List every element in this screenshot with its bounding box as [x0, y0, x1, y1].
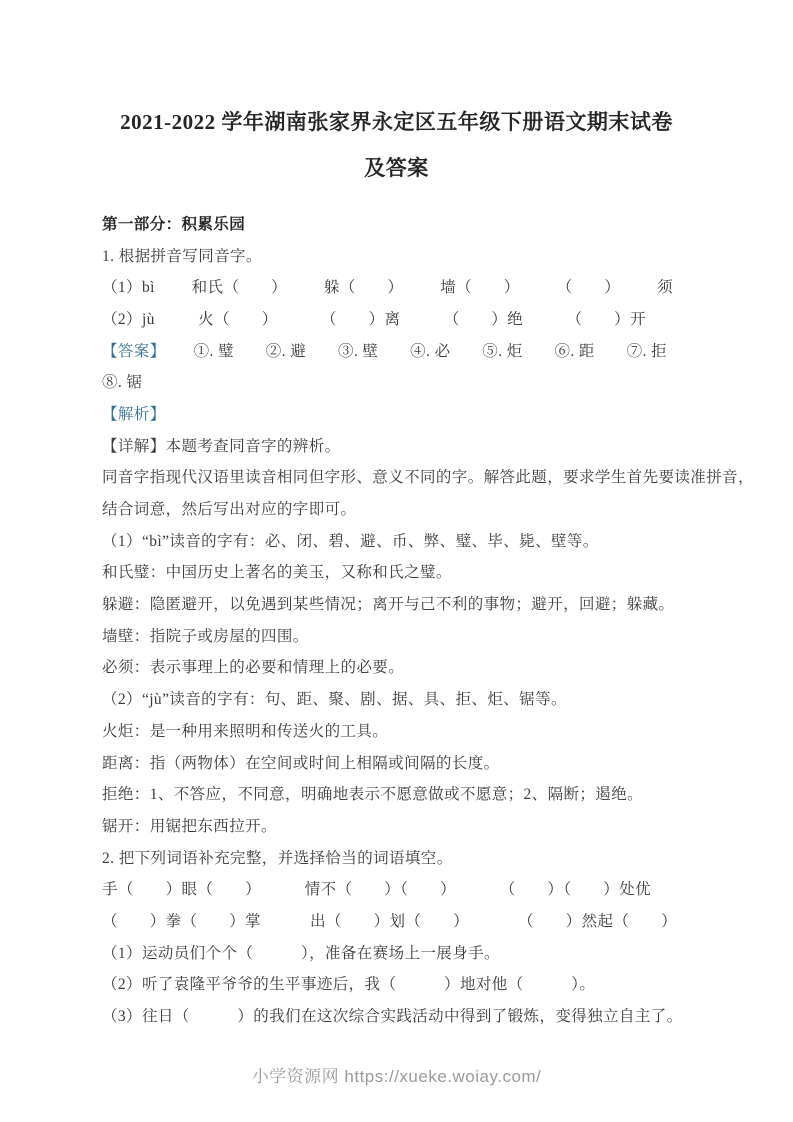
explanation-line: （1）“bì”读音的字有：必、闭、碧、避、币、弊、璧、毕、毙、壁等。: [102, 532, 599, 550]
q1-row1-blank: 和氏（ ）: [191, 279, 288, 297]
q1-row2-blank: （ ）绝: [443, 310, 524, 328]
document-body: [102, 207, 754, 1031]
q2-row1-group: 手（ ）眼（ ）: [102, 881, 262, 899]
analysis-label: 【解析】: [102, 405, 166, 423]
explanation-line: 距离：指（两物体）在空间或时间上相隔或间隔的长度。: [102, 754, 500, 772]
q2-fill-row-1: [102, 872, 691, 904]
site-watermark: [0, 1062, 793, 1087]
q2-row2-group: 出（ ）划（ ）: [309, 912, 469, 930]
answer-item: ①. 璧: [193, 342, 234, 360]
explanation-line: 墙壁：指院子或房屋的四围。: [102, 627, 309, 645]
q1-row1-pinyin: （1）bì: [102, 279, 155, 297]
q2-row2-group: （ ）然起（ ）: [517, 912, 677, 930]
q2-fill-row-2: [102, 904, 691, 936]
section-heading: 第一部分：积累乐园: [102, 215, 246, 233]
answer-item: ⑦. 拒: [626, 342, 667, 360]
title-line-2: 及答案: [364, 156, 429, 180]
q2-sub-question: （3）往日（ ）的我们在这次综合实践活动中得到了锻炼，变得独立自主了。: [102, 1008, 683, 1026]
title-line-1: 2021-2022 学年湖南张家界永定区五年级下册语文期末试卷: [120, 110, 673, 134]
q1-row2-blank: （ ）开: [566, 310, 646, 328]
q2-row1-group: 情不（ ）（ ）: [304, 881, 456, 899]
analysis-row: [102, 397, 691, 429]
answer-items: [194, 339, 691, 361]
explanation-line: 火炬：是一种用来照明和传送火的工具。: [102, 722, 389, 740]
q1-row1-blank: （ ）: [556, 279, 621, 297]
q2-sub-question: （1）运动员们个个（ ），准备在赛场上一展身手。: [102, 944, 500, 962]
q2-sub-question: （2）听了袁隆平爷爷的生平事迹后，我（ ）地对他（ ）。: [102, 976, 596, 994]
q1-row1-blank: 躲（ ）: [323, 279, 404, 297]
explanation-line: 结合词意，然后写出对应的字即可。: [102, 501, 357, 519]
q1-answer-row: [102, 334, 691, 366]
explanation-line: 躲避：隐匿避开，以免遇到某些情况；离开与己不利的事物；避开，回避；躲藏。: [102, 596, 675, 614]
q2-row1-group: （ ）（ ）处优: [499, 881, 651, 899]
q2-row2-group: （ ）拳（ ）掌: [102, 912, 262, 930]
answer-item: ⑥. 距: [554, 342, 595, 360]
q1-stem: 1. 根据拼音写同音字。: [102, 247, 262, 265]
q1-answer-overflow: ⑧. 锯: [102, 374, 143, 392]
explanation-line: 【详解】本题考查同音字的辨析。: [102, 437, 341, 455]
answer-item: ④. 必: [410, 342, 451, 360]
explanation-line: 必须：表示事理上的必要和情理上的必要。: [102, 659, 405, 677]
answer-item: ⑤. 炬: [482, 342, 523, 360]
q1-row2-blank: （ ）离: [320, 310, 401, 328]
answer-label: 【答案】: [102, 342, 166, 360]
q1-row1-blank: 墙（ ）: [440, 279, 520, 297]
q1-row2-pinyin: （2）jù: [102, 310, 155, 328]
explanation-line: 锯开：用锯把东西拉开。: [102, 817, 277, 835]
explanation-line: （2）“jù”读音的字有：句、距、聚、剧、据、具、拒、炬、锯等。: [102, 691, 567, 709]
q2-stem: 2. 把下列词语补充完整，并选择恰当的词语填空。: [102, 849, 453, 867]
q1-fill-row-1: [102, 270, 691, 302]
explanation-line: 和氏璧：中国历史上著名的美玉，又称和氏之璧。: [102, 564, 452, 582]
explanation-line: 同音字指现代汉语里读音相同但字形、意义不同的字。解答此题，要求学生首先要读准拼音，: [102, 469, 754, 487]
q1-fill-row-2: [102, 302, 691, 334]
explanation-line: 拒绝：1、不答应，不同意，明确地表示不愿意做或不愿意；2、隔断；遏绝。: [102, 786, 644, 804]
answer-item: ③. 壁: [337, 342, 379, 360]
watermark-text: 小学资源网 https://xueke.woiay.com/: [251, 1067, 542, 1086]
q1-row2-blank: 火（ ）: [198, 310, 278, 328]
q1-row1-blank: 须: [657, 279, 673, 297]
page-title: [102, 99, 691, 191]
answer-item: ②. 避: [265, 342, 307, 360]
